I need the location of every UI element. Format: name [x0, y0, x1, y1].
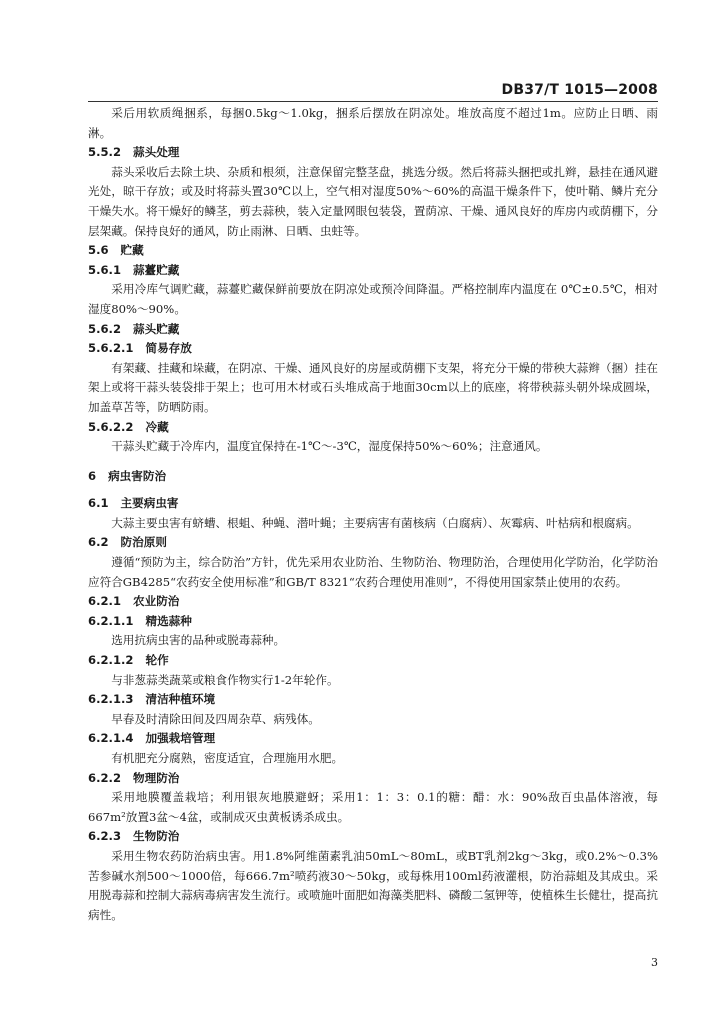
section-number: 5.6.2.1 — [88, 341, 134, 356]
section-heading — [88, 241, 658, 261]
section-title: 主要病虫害 — [120, 496, 179, 511]
section-heading — [88, 494, 658, 514]
body-paragraph: 蒜头采收后去除土块、杂质和根须，注意保留完整茎盘，挑选分级。然后将蒜头捆把或扎辫，悬挂在通风避光处，晾干存放；或及时将蒜头置30℃以上，空气相对湿度50%～60%的高温干燥条件下，使叶鞘、鳞片充分干燥失水。将干燥好的鳞茎，剪去蒜秧，装入定量网眼包装袋，置荫凉、干燥、通风良好的库房内或荫棚下，分层架藏。保持良好的通风，防止雨淋、日晒、虫蛀等。 — [88, 164, 658, 238]
section-heading — [88, 533, 658, 553]
section-heading — [88, 320, 658, 340]
section-heading — [88, 612, 658, 632]
section-heading — [88, 143, 658, 163]
section-title: 轮作 — [145, 653, 169, 668]
section-number: 5.6.1 — [88, 262, 122, 277]
section-number: 5.6.2 — [88, 321, 122, 336]
section-title: 蒜薹贮藏 — [133, 262, 180, 277]
body-paragraph: 大蒜主要虫害有蛴螬、根蛆、种蝇、潜叶蝇；主要病害有菌核病（白腐病）、灰霉病、叶枯病和根腐病。 — [111, 515, 639, 530]
section-heading — [88, 729, 658, 749]
section-number: 6.1 — [88, 496, 109, 511]
section-title: 精选蒜种 — [145, 613, 192, 628]
section-title: 生物防治 — [133, 829, 180, 844]
body-paragraph: 有机肥充分腐熟，密度适宜，合理施用水肥。 — [111, 751, 344, 765]
section-number: 6.2.3 — [88, 829, 122, 844]
section-title: 病虫害防治 — [108, 468, 167, 483]
section-title: 农业防治 — [133, 594, 180, 609]
body-paragraph: 与非葱蒜类蔬菜或粮食作物实行1-2年轮作。 — [111, 672, 339, 687]
section-title: 加强栽培管理 — [145, 731, 216, 746]
document-code-header: DB37/T 1015—2008 — [501, 82, 658, 98]
section-title: 防治原则 — [120, 535, 167, 550]
section-heading — [88, 690, 658, 710]
section-heading — [88, 261, 658, 281]
body-paragraph: 干蒜头贮藏于冷库内，温度宜保持在-1℃～-3℃，湿度保持50%～60%；注意通风。 — [111, 439, 548, 454]
section-title: 蒜头贮藏 — [133, 321, 180, 336]
section-title: 清洁种植环境 — [145, 692, 216, 707]
section-heading — [88, 339, 658, 359]
body-paragraph: 遵循“预防为主，综合防治”方针，优先采用农业防治、生物防治、物理防治，合理使用化学防治，化学防治应符合GB4285“农药安全使用标准”和GB/T 8321“农药合理使用准则”，不得使用国家禁止使用的农药。 — [88, 555, 658, 589]
chapter-heading — [88, 467, 658, 487]
section-title: 冷藏 — [145, 419, 169, 434]
section-number: 6.2.1.1 — [88, 613, 134, 628]
section-heading — [88, 418, 658, 438]
section-number: 5.6 — [88, 243, 109, 258]
page-number: 3 — [651, 956, 658, 969]
section-number: 6.2.2 — [88, 770, 122, 785]
section-number: 5.5.2 — [88, 145, 122, 160]
section-number: 6.2.1.4 — [88, 731, 134, 746]
section-number: 6.2 — [88, 535, 109, 550]
section-heading — [88, 827, 658, 847]
section-heading — [88, 651, 658, 671]
body-paragraph: 采用生物农药防治病虫害。用1.8%阿维菌素乳油50mL～80mL，或BT乳剂2kg～3kg，或0.2%～0.3%苦参碱水剂500～1000倍，每666.7m²喷药液30～50kg，或每株用100ml药液灌根，防治蒜蛆及其成虫。采用脱毒蒜和控制大蒜病毒病害发生流行。或喷施叶面肥如海藻类肥料、磷酸二氢钾等，使植株生长健壮，提高抗病性。 — [88, 848, 658, 922]
body-paragraph: 采用地膜覆盖栽培；利用银灰地膜避蚜；采用1：1：3：0.1的糖：醋：水：90%敌百虫晶体溶液，每667m²放置3盆～4盆，或制成灭虫黄板诱杀成虫。 — [88, 790, 658, 824]
section-heading — [88, 769, 658, 789]
section-title: 简易存放 — [145, 341, 192, 356]
body-paragraph: 采用冷库气调贮藏，蒜薹贮藏保鲜前要放在阴凉处或预冷间降温。严格控制库内温度在 0℃±0.5℃，相对湿度80%～90%。 — [88, 282, 658, 316]
section-heading — [88, 592, 658, 612]
document-body — [88, 104, 658, 925]
section-title: 蒜头处理 — [133, 145, 180, 160]
body-paragraph: 早春及时清除田间及四周杂草、病残体。 — [111, 711, 320, 726]
section-title: 贮藏 — [120, 243, 144, 258]
section-number: 6.2.1 — [88, 594, 122, 609]
section-title: 物理防治 — [133, 770, 180, 785]
body-paragraph: 采后用软质绳捆系，每捆0.5kg～1.0kg，捆系后摆放在阴凉处。堆放高度不超过1m。应防止日晒、雨淋。 — [88, 106, 658, 140]
section-number: 6 — [88, 468, 97, 483]
body-paragraph: 选用抗病虫害的品种或脱毒蒜种。 — [111, 633, 286, 648]
body-paragraph: 有架藏、挂藏和垛藏，在阴凉、干燥、通风良好的房屋或荫棚下支架，将充分干燥的带秧大蒜辫（捆）挂在架上或将干蒜头装袋排于架上；也可用木材或石头堆成高于地面30cm以上的底座，将带秧蒜头朝外垛成圆垛，加盖草苫等，防晒防雨。 — [88, 360, 658, 414]
section-number: 6.2.1.2 — [88, 653, 134, 668]
section-number: 6.2.1.3 — [88, 692, 134, 707]
header-rule — [88, 101, 658, 102]
section-number: 5.6.2.2 — [88, 419, 134, 434]
